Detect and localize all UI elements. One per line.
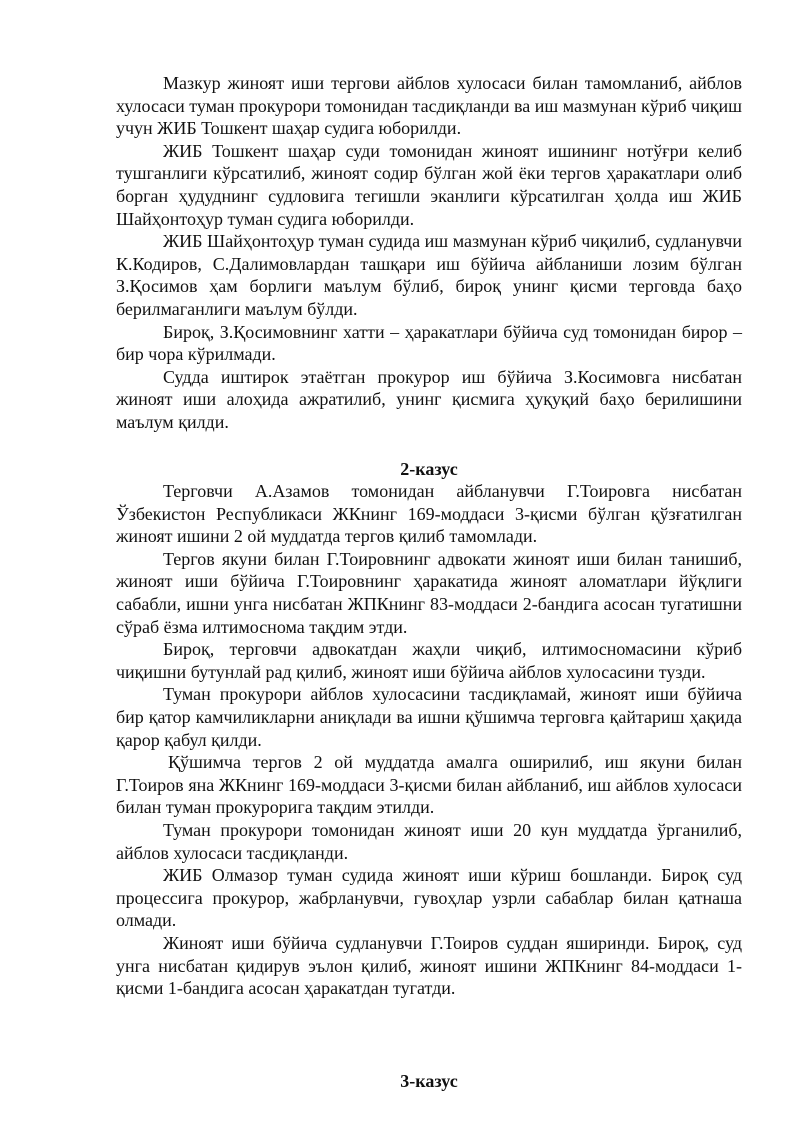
case-2-paragraph-6: Туман прокурори томонидан жиноят иши 20 кун муддатда ўрганилиб, айблов хулосаси тасдиқланди. [116, 820, 742, 863]
intro-paragraph-2: ЖИБ Тошкент шаҳар суди томонидан жиноят ишининг нотўғри келиб тушганлиги кўрсатилиб, жиноят содир бўлган жой ёки тергов ҳаракатлари олиб борган ҳудуднинг судловига тегишли эканлиги кўрсатилган ҳолда иш ЖИБ Шайҳонтоҳур туман судига юборилди. [116, 140, 742, 229]
intro-paragraph-3: ЖИБ Шайҳонтоҳур туман судида иш мазмунан кўриб чиқилиб, судланувчи К.Кодиров, С.Далимовлардан ташқари иш бўйича айбланиши лозим бўлган З.Қосимов ҳам борлиги маълум бўлиб, бироқ унинг қисми терговда баҳо берилмаганлиги маълум бўлди. [116, 231, 742, 319]
intro-paragraph-4: Бироқ, З.Қосимовнинг хатти – ҳаракатлари бўйича суд томонидан бирор – бир чора кўрилмади. [116, 321, 742, 365]
intro-paragraph-1: Мазкур жиноят иши тергови айблов хулосаси билан тамомланиб, айблов хулосаси туман прокурори томонидан тасдиқланди ва иш мазмунан кўриб чиқиш учун ЖИБ Тошкент шаҳар судига юборилди. [116, 73, 742, 139]
section-spacer [116, 434, 742, 458]
case-2-paragraph-3: Бироқ, терговчи адвокатдан жаҳли чиқиб, илтимосномасини кўриб чиқишни бутунлай рад қилиб, жиноят иши бўйича айблов хулосасини тузди. [116, 639, 742, 682]
case-2-paragraph-7: ЖИБ Олмазор туман судида жиноят иши кўриш бошланди. Бироқ суд процессига прокурор, жабрланувчи, гувоҳлар узрли сабаблар билан қатнаша олмади. [116, 865, 742, 931]
case-2-paragraph-2: Тергов якуни билан Г.Тоировнинг адвокати жиноят иши билан танишиб, жиноят иши бўйича Г.Тоировнинг ҳаракатида жиноят аломатлари йўқлиги сабабли, ишни унга нисбатан ЖПКнинг 83-моддаси 2-бандига асосан тугатишни сўраб ёзма илтимоснома тақдим этди. [116, 548, 742, 637]
case-2-paragraph-8: Жиноят иши бўйича судланувчи Г.Тоиров суддан яширинди. Бироқ, суд унга нисбатан қидирув эълон қилиб, жиноят ишини ЖПКнинг 84-моддаси 1-қисми 1-бандига асосан ҳаракатдан тугатди. [116, 932, 742, 999]
intro-paragraph-5: Судда иштирок этаётган прокурор иш бўйича З.Косимовга нисбатан жиноят иши алоҳида ажратилиб, унинг қисмига ҳуқуқий баҳо берилишини маълум қилди. [116, 366, 742, 432]
section-spacer [116, 1000, 742, 1070]
case-2-paragraph-4: Туман прокурори айблов хулосасини тасдиқламай, жиноят иши бўйича бир қатор камчиликларни аниқлади ва ишни қўшимча терговга қайтариш ҳақида қарор қабул қилди. [116, 684, 742, 750]
document-page [116, 72, 742, 1092]
case-2-heading: 2-казус [400, 458, 458, 479]
case-2-paragraph-5: Қўшимча тергов 2 ой муддатда амалга оширилиб, иш якуни билан Г.Тоиров яна ЖКнинг 169-моддаси 3-қисми билан айбланиб, иш айблов хулосаси билан туман прокурорига тақдим этилди. [116, 752, 742, 818]
case-2-paragraph-1: Терговчи А.Азамов томонидан айбланувчи Г.Тоировга нисбатан Ўзбекистон Республикаси ЖКнинг 169-моддаси 3-қисми бўлган қўзғатилган жиноят ишини 2 ой муддатда тергов қилиб тамомлади. [116, 481, 742, 547]
case-3-heading: 3-казус [400, 1070, 458, 1091]
